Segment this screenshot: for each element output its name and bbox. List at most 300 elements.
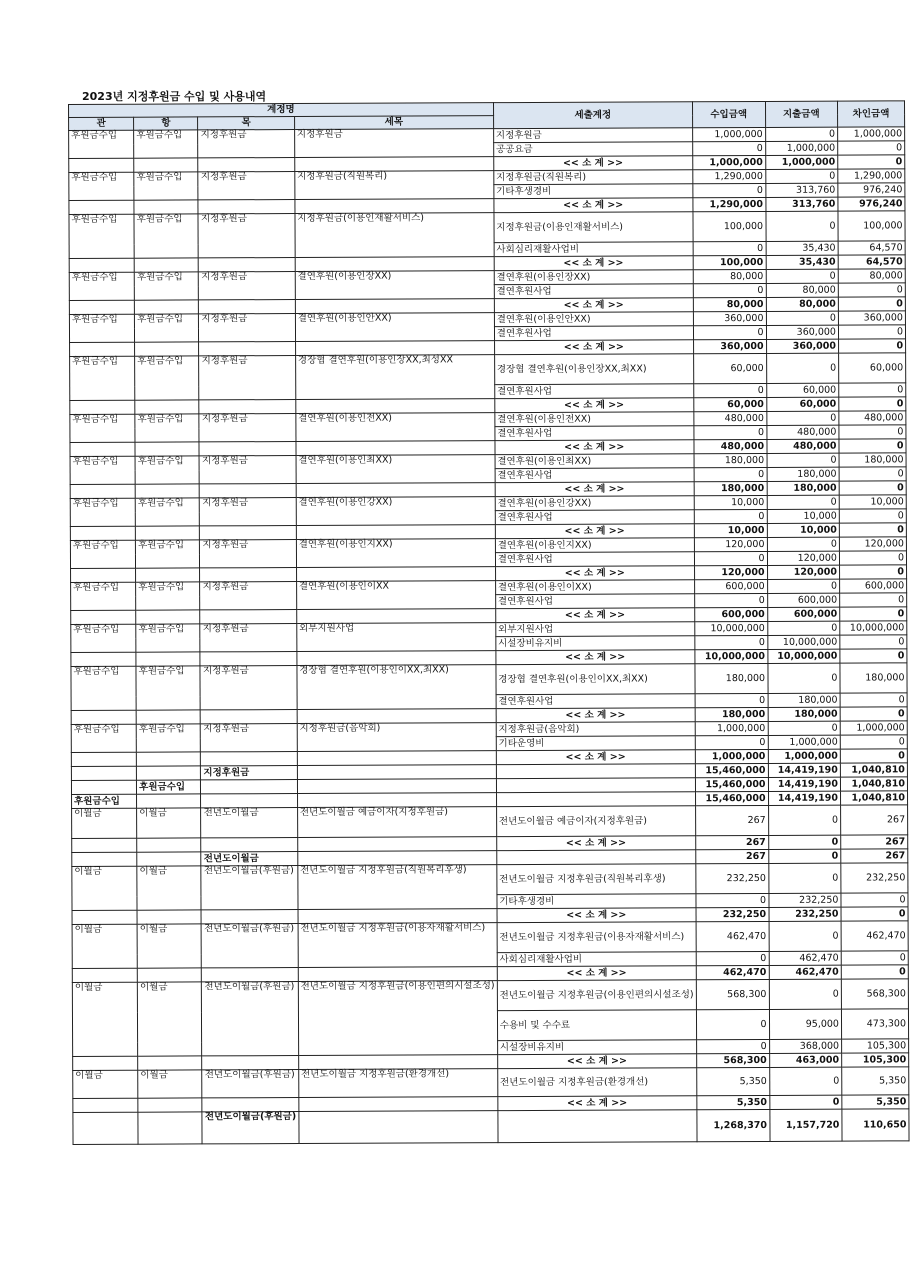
cell-gwan: 후원금수입 <box>70 414 135 442</box>
subtotal-income: 1,290,000 <box>693 197 766 211</box>
cell-balance: 60,000 <box>839 353 906 383</box>
cell-income: 0 <box>694 551 767 565</box>
cell-account: 공공요금 <box>493 142 692 157</box>
subtotal-income: 600,000 <box>694 607 767 621</box>
table-row <box>73 1067 909 1099</box>
cell-income: 0 <box>693 383 766 397</box>
cell-expense: 0 <box>767 495 839 509</box>
cell-account: 전년도이월금 지정후원금(환경개선) <box>497 1068 696 1097</box>
cell-income: 0 <box>694 467 767 481</box>
empty-cell <box>136 710 200 724</box>
subtotal-balance: 0 <box>838 339 905 353</box>
cell-expense: 1,000,000 <box>765 141 837 155</box>
subtotal-label: << 소 계 >> <box>495 608 694 623</box>
subtotal-label: << 소 계 >> <box>495 524 694 539</box>
empty-cell <box>200 610 296 624</box>
subtotal-label: << 소 계 >> <box>497 1054 696 1069</box>
empty-cell <box>136 652 200 666</box>
empty-cell <box>496 764 695 779</box>
cell-gwan: 이월금 <box>73 1070 138 1098</box>
subtotal-expense: 462,470 <box>769 965 841 979</box>
total-income: 15,460,000 <box>695 777 768 791</box>
total-value: 1,157,720 <box>769 1109 842 1141</box>
cell-account: 전년도이월금 지정후원금(이용인편의시설조성) <box>497 980 696 1011</box>
cell-mok: 지정후원금 <box>200 540 296 568</box>
subtotal-income: 480,000 <box>694 439 767 453</box>
empty-cell <box>72 968 137 982</box>
subtotal-balance: 5,350 <box>842 1095 909 1109</box>
cell-income: 0 <box>693 241 766 255</box>
ledger-table <box>68 100 910 1145</box>
cell-balance: 232,250 <box>841 863 908 893</box>
empty-cell <box>201 752 297 766</box>
cell-semok: 결연후원(이용인장XX) <box>295 271 494 300</box>
empty-cell <box>73 1056 138 1070</box>
empty-cell <box>137 968 201 982</box>
cell-semok: 결연후원(이용인이XX <box>296 581 495 610</box>
subtotal-label: << 소 계 >> <box>494 298 693 313</box>
cell-account: 기타운영비 <box>496 736 695 751</box>
cell-hang: 후원금수입 <box>136 582 200 610</box>
cell-semok: 결연후원(이용인지XX) <box>296 539 495 568</box>
cell-expense: 360,000 <box>766 325 838 339</box>
total-expense: 14,419,190 <box>768 777 840 791</box>
empty-cell <box>138 1098 202 1112</box>
subtotal-label: << 소 계 >> <box>498 1096 697 1111</box>
subtotal-income: 180,000 <box>695 707 768 721</box>
cell-gwan: 후원금수입 <box>71 666 136 710</box>
header-income: 수입금액 <box>692 101 765 127</box>
header-gwan: 관 <box>69 117 134 130</box>
cell-income: 0 <box>694 425 767 439</box>
subtotal-income: 60,000 <box>694 397 767 411</box>
total-balance: 1,040,810 <box>840 763 907 777</box>
empty-cell <box>70 400 135 414</box>
cell-semok: 경장협 결연후원(이용인장XX,최성XX <box>295 355 494 400</box>
cell-mok: 전년도이월금(후원금) <box>201 866 297 910</box>
cell-account: 시설장비유지비 <box>496 636 695 651</box>
cell-semok: 전년도이월금 예금이자(지정후원금) <box>297 807 496 838</box>
table-header <box>69 101 905 131</box>
cell-expense: 80,000 <box>766 283 838 297</box>
cell-expense: 0 <box>767 621 839 635</box>
empty-cell <box>295 257 494 272</box>
total-label: 후원금수입 <box>72 794 137 808</box>
empty-cell <box>199 342 295 356</box>
subtotal-income: 1,000,000 <box>692 155 765 169</box>
empty-cell <box>299 1111 498 1144</box>
header-expense: 지출금액 <box>765 101 838 127</box>
cell-account: 외부지원사업 <box>496 622 695 637</box>
table-row <box>69 211 905 245</box>
header-balance: 차인금액 <box>837 101 904 127</box>
cell-balance: 976,240 <box>838 183 905 197</box>
subtotal-balance: 976,240 <box>838 197 905 211</box>
cell-account: 전년도이월금 지정후원금(이용자재활서비스) <box>497 922 696 953</box>
cell-income: 0 <box>693 325 766 339</box>
subtotal-balance: 0 <box>838 297 905 311</box>
cell-mok: 지정후원금 <box>199 414 295 442</box>
empty-cell <box>297 779 496 794</box>
cell-balance: 0 <box>839 551 906 565</box>
cell-expense: 95,000 <box>769 1009 842 1039</box>
total-label: 전년도이월금(후원금) <box>202 1112 298 1144</box>
cell-expense: 0 <box>766 211 839 241</box>
header-hang: 항 <box>134 117 198 130</box>
cell-income: 0 <box>696 1009 769 1039</box>
cell-hang: 후원금수입 <box>135 498 199 526</box>
table-row <box>70 353 906 387</box>
subtotal-expense: 80,000 <box>766 297 838 311</box>
subtotal-label: << 소 계 >> <box>496 750 695 765</box>
empty-cell <box>199 442 295 456</box>
cell-gwan: 후원금수입 <box>69 214 134 258</box>
cell-account: 결연후원사업 <box>494 384 693 399</box>
cell-income: 600,000 <box>694 579 767 593</box>
cell-income: 1,000,000 <box>692 127 765 141</box>
cell-account: 결연후원사업 <box>495 552 694 567</box>
cell-expense: 368,000 <box>769 1039 841 1053</box>
empty-cell <box>201 780 297 794</box>
cell-income: 0 <box>694 509 767 523</box>
subtotal-label: << 소 계 >> <box>495 398 694 413</box>
cell-gwan: 후원금수입 <box>71 624 136 652</box>
cell-balance: 180,000 <box>839 453 906 467</box>
cell-income: 360,000 <box>693 311 766 325</box>
empty-cell <box>200 484 296 498</box>
cell-balance: 10,000 <box>839 495 906 509</box>
subtotal-label: << 소 계 >> <box>496 708 695 723</box>
empty-cell <box>69 200 134 214</box>
cell-mok: 지정후원금 <box>200 624 296 652</box>
cell-balance: 0 <box>839 467 906 481</box>
empty-cell <box>497 850 696 865</box>
subtotal-income: 100,000 <box>693 255 766 269</box>
cell-mok: 전년도이월금(후원금) <box>202 982 299 1056</box>
cell-account: 전년도이월금 지정후원금(직원복리후생) <box>497 864 696 895</box>
empty-cell <box>136 568 200 582</box>
empty-cell <box>202 1098 298 1112</box>
subtotal-balance: 0 <box>839 439 906 453</box>
cell-mok: 지정후원금 <box>198 172 294 200</box>
subtotal-income: 462,470 <box>696 965 769 979</box>
cell-account: 지정후원금(음악회) <box>496 722 695 737</box>
cell-account: 지정후원금(이용인재활서비스) <box>494 212 693 243</box>
cell-hang: 이월금 <box>137 924 202 968</box>
cell-account: 결연후원사업 <box>495 468 694 483</box>
cell-hang: 후원금수입 <box>135 314 199 342</box>
subtotal-expense: 10,000,000 <box>767 649 839 663</box>
cell-account: 수용비 및 수수료 <box>497 1010 696 1041</box>
subtotal-balance: 64,570 <box>838 255 905 269</box>
subtotal-income: 360,000 <box>693 339 766 353</box>
empty-cell <box>71 610 136 624</box>
cell-income: 0 <box>694 593 767 607</box>
empty-cell <box>71 752 136 766</box>
cell-hang: 후원금수입 <box>136 624 200 652</box>
subtotal-label: << 소 계 >> <box>495 566 694 581</box>
cell-account: 경장협 결연후원(이용인이XX,최XX) <box>496 664 695 695</box>
table-row <box>72 921 908 955</box>
cell-income: 480,000 <box>694 411 767 425</box>
cell-expense: 0 <box>768 721 840 735</box>
cell-balance: 0 <box>839 383 906 397</box>
total-value: 0 <box>768 849 840 863</box>
cell-balance: 180,000 <box>840 663 907 693</box>
cell-semok: 결연후원(이용인안XX) <box>295 313 494 342</box>
cell-hang: 후원금수입 <box>134 172 198 200</box>
total-label: 지정후원금 <box>201 766 297 780</box>
empty-cell <box>297 709 496 724</box>
cell-income: 10,000,000 <box>694 621 767 635</box>
cell-expense: 0 <box>768 863 841 893</box>
cell-balance: 0 <box>840 593 907 607</box>
cell-hang: 후원금수입 <box>134 130 198 158</box>
subtotal-income: 1,000,000 <box>695 749 768 763</box>
cell-expense: 0 <box>768 663 841 693</box>
subtotal-balance: 267 <box>841 835 908 849</box>
total-expense: 14,419,190 <box>768 763 840 777</box>
empty-cell <box>71 652 136 666</box>
cell-income: 232,250 <box>696 863 769 893</box>
cell-semok: 결연후원(이용인전XX) <box>296 413 495 442</box>
empty-cell <box>199 258 295 272</box>
cell-income: 267 <box>695 805 768 835</box>
cell-expense: 0 <box>769 979 842 1009</box>
cell-semok: 경장협 결연후원(이용인이XX,최XX) <box>297 665 496 710</box>
table-row <box>72 863 908 897</box>
empty-cell <box>137 794 201 808</box>
subtotal-label: << 소 계 >> <box>495 440 694 455</box>
empty-cell <box>198 200 294 214</box>
empty-cell <box>200 652 296 666</box>
empty-cell <box>295 299 494 314</box>
cell-mok: 지정후원금 <box>200 582 296 610</box>
cell-hang: 후원금수입 <box>134 214 199 258</box>
cell-semok: 전년도이월금 지정후원금(이용자재활서비스) <box>298 923 497 968</box>
cell-hang: 이월금 <box>138 982 203 1056</box>
total-expense: 14,419,190 <box>768 791 840 805</box>
cell-income: 180,000 <box>695 663 768 693</box>
subtotal-income: 5,350 <box>697 1095 770 1109</box>
empty-cell <box>73 1098 138 1112</box>
cell-account: 결연후원사업 <box>495 510 694 525</box>
cell-semok: 지정후원금 <box>294 129 493 158</box>
cell-gwan: 후원금수입 <box>70 356 135 400</box>
table-row <box>72 805 908 839</box>
empty-cell <box>198 158 294 172</box>
subtotal-expense: 180,000 <box>768 707 840 721</box>
cell-semok: 전년도이월금 지정후원금(이용인편의시설조성) <box>298 981 497 1056</box>
empty-cell <box>137 752 201 766</box>
cell-gwan: 후원금수입 <box>69 272 134 300</box>
subtotal-label: << 소 계 >> <box>494 198 693 213</box>
cell-expense: 0 <box>766 411 838 425</box>
cell-income: 0 <box>695 635 768 649</box>
cell-gwan: 후원금수입 <box>69 314 134 342</box>
empty-cell <box>295 341 494 356</box>
empty-cell <box>295 199 494 214</box>
total-income: 15,460,000 <box>695 763 768 777</box>
subtotal-balance: 0 <box>840 649 907 663</box>
cell-income: 80,000 <box>693 269 766 283</box>
empty-cell <box>71 710 136 724</box>
cell-income: 0 <box>692 141 765 155</box>
cell-mok: 전년도이월금 <box>201 808 297 838</box>
empty-cell <box>134 258 198 272</box>
empty-cell <box>298 1055 497 1070</box>
cell-account: 사회심리재활사업비 <box>494 242 693 257</box>
cell-account: 기타후생경비 <box>494 184 693 199</box>
subtotal-label: << 소 계 >> <box>494 256 693 271</box>
cell-mok: 지정후원금 <box>200 456 296 484</box>
empty-cell <box>297 751 496 766</box>
empty-cell <box>137 910 201 924</box>
subtotal-balance: 0 <box>840 707 907 721</box>
cell-gwan: 후원금수입 <box>69 130 134 158</box>
cell-account: 결연후원사업 <box>495 594 694 609</box>
cell-expense: 180,000 <box>768 693 840 707</box>
cell-mok: 지정후원금 <box>200 498 296 526</box>
subtotal-income: 80,000 <box>693 297 766 311</box>
cell-balance: 0 <box>838 141 905 155</box>
cell-balance: 80,000 <box>838 269 905 283</box>
cell-expense: 0 <box>767 579 839 593</box>
empty-cell <box>296 525 495 540</box>
cell-hang: 후원금수입 <box>135 414 199 442</box>
cell-balance: 462,470 <box>841 921 908 951</box>
cell-gwan: 후원금수입 <box>70 498 135 526</box>
cell-expense: 232,250 <box>769 893 841 907</box>
subtotal-expense: 0 <box>769 1095 841 1109</box>
cell-expense: 60,000 <box>766 383 838 397</box>
header-semok: 세목 <box>294 116 493 130</box>
cell-balance: 0 <box>839 509 906 523</box>
total-value: 1,268,370 <box>697 1109 770 1141</box>
subtotal-expense: 480,000 <box>767 439 839 453</box>
cell-income: 1,000,000 <box>695 721 768 735</box>
empty-cell <box>135 484 199 498</box>
cell-gwan: 후원금수입 <box>71 724 136 752</box>
subtotal-label: << 소 계 >> <box>496 836 695 851</box>
cell-income: 5,350 <box>696 1067 769 1095</box>
cell-hang: 후원금수입 <box>135 456 199 484</box>
cell-balance: 10,000,000 <box>840 621 907 635</box>
cell-income: 0 <box>695 735 768 749</box>
cell-income: 0 <box>693 183 766 197</box>
cell-balance: 0 <box>840 735 907 749</box>
empty-cell <box>70 342 135 356</box>
subtotal-balance: 105,300 <box>842 1053 909 1067</box>
cell-expense: 0 <box>767 453 839 467</box>
empty-cell <box>138 1112 202 1144</box>
subtotal-expense: 600,000 <box>767 607 839 621</box>
cell-expense: 313,760 <box>765 183 837 197</box>
cell-expense: 0 <box>765 127 837 141</box>
empty-cell <box>297 651 496 666</box>
subtotal-expense: 1,000,000 <box>768 749 840 763</box>
cell-income: 1,290,000 <box>693 169 766 183</box>
cell-account: 결연후원사업 <box>494 326 693 341</box>
subtotal-income: 180,000 <box>694 481 767 495</box>
cell-account: 결연후원(이용인이XX) <box>495 580 694 595</box>
empty-cell <box>201 794 297 808</box>
carryover-section <box>72 805 909 1145</box>
cell-expense: 0 <box>766 269 838 283</box>
cell-balance: 267 <box>841 805 908 835</box>
subtotal-balance: 0 <box>841 965 908 979</box>
subtotal-expense: 360,000 <box>766 339 838 353</box>
cell-expense: 180,000 <box>767 467 839 481</box>
subtotal-balance: 0 <box>841 907 908 921</box>
cell-balance: 0 <box>841 893 908 907</box>
subtotal-balance: 0 <box>839 481 906 495</box>
cell-balance: 5,350 <box>842 1067 909 1095</box>
cell-expense: 10,000,000 <box>767 635 839 649</box>
subtotal-label: << 소 계 >> <box>496 650 695 665</box>
empty-cell <box>199 400 295 414</box>
subtotal-balance: 0 <box>838 155 905 169</box>
empty-cell <box>296 399 495 414</box>
header-group: 계정명 <box>69 103 494 118</box>
cell-account: 결연후원(이용인장XX) <box>494 270 693 285</box>
cell-hang: 이월금 <box>138 1070 202 1098</box>
subtotal-balance: 0 <box>839 523 906 537</box>
cell-account: 시설장비유지비 <box>497 1040 696 1055</box>
cell-account: 기타후생경비 <box>497 894 696 909</box>
cell-mok: 지정후원금 <box>199 272 295 300</box>
cell-expense: 120,000 <box>767 551 839 565</box>
header-account: 세출계정 <box>493 102 692 129</box>
empty-cell <box>138 1056 202 1070</box>
cell-expense: 10,000 <box>767 509 839 523</box>
cell-account: 결연후원(이용인최XX) <box>495 454 694 469</box>
cell-income: 100,000 <box>693 211 766 241</box>
empty-cell <box>72 838 137 852</box>
cell-expense: 0 <box>766 311 838 325</box>
cell-balance: 0 <box>839 425 906 439</box>
empty-cell <box>72 852 137 866</box>
subtotal-expense: 10,000 <box>767 523 839 537</box>
cell-hang: 후원금수입 <box>134 272 198 300</box>
empty-cell <box>137 852 201 866</box>
subtotal-income: 120,000 <box>694 565 767 579</box>
total-balance: 1,040,810 <box>840 791 907 805</box>
subtotal-expense: 1,000,000 <box>765 155 837 169</box>
empty-cell <box>134 158 198 172</box>
cell-gwan: 이월금 <box>72 808 137 838</box>
cell-semok: 결연후원(이용인최XX) <box>296 455 495 484</box>
cell-gwan: 후원금수입 <box>70 540 135 568</box>
subtotal-label: << 소 계 >> <box>497 908 696 923</box>
cell-semok: 전년도이월금 지정후원금(환경개선) <box>298 1069 497 1098</box>
page-title: 2023년 지정후원금 수입 및 사용내역 <box>82 90 267 103</box>
empty-cell <box>70 442 135 456</box>
cell-mok: 전년도이월금(후원금) <box>202 1070 298 1098</box>
empty-cell <box>202 968 298 982</box>
cell-balance: 1,000,000 <box>838 127 905 141</box>
cell-mok: 지정후원금 <box>198 130 294 158</box>
cell-mok: 지정후원금 <box>200 666 296 710</box>
header-mok: 목 <box>198 117 294 130</box>
cell-account: 전년도이월금 예금이자(지정후원금) <box>496 806 695 837</box>
empty-cell <box>200 568 296 582</box>
total-value: 267 <box>841 849 908 863</box>
subtotal-income: 10,000,000 <box>695 649 768 663</box>
cell-expense: 600,000 <box>767 593 839 607</box>
cell-balance: 0 <box>840 635 907 649</box>
cell-account: 결연후원(이용인안XX) <box>494 312 693 327</box>
